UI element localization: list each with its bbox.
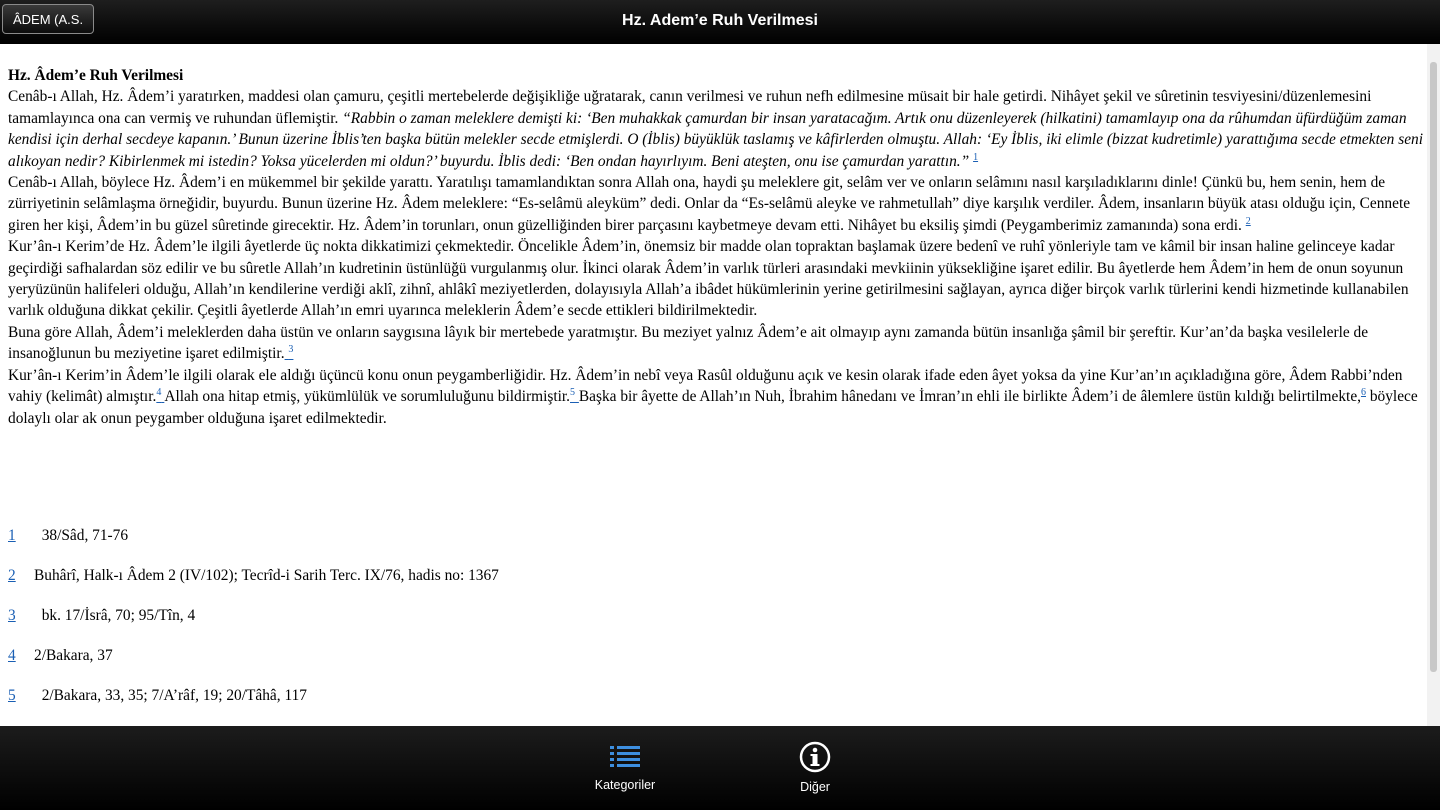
footnote-ref-3[interactable]: 3 [288, 344, 294, 356]
categories-label: Kategoriler [594, 778, 656, 792]
list-icon [608, 742, 642, 772]
article-title: Hz. Âdem’e Ruh Verilmesi [8, 67, 184, 84]
footnote-ref-5[interactable]: 5 [570, 386, 576, 398]
footnote-text: bk. 17/İsrâ, 70; 95/Tîn, 4 [34, 607, 196, 624]
page-title: Hz. Adem’e Ruh Verilmesi [622, 12, 818, 29]
footnote-text: 2/Bakara, 37 [34, 647, 113, 664]
footnote-number-2[interactable]: 2 [8, 567, 16, 584]
paragraph-2: Cenâb-ı Allah, böylece Hz. Âdem’i en mükemmel bir şekilde yarattı. Yaratılışı tamamlandıktan sonra Allah ona, haydi şu meleklere git, selâm ver ve onların selâmını nasıl karşıladıklarını dinle! Çünkü bu, hem senin, hem de zürriyetinin selâmlaşma örneğidir, buyurdu. Bunun üzerine Hz. Âdem meleklere: “Es-selâmü aleyküm” dedi. Onlar da “Es-selâmü aleyke ve rahmetullah” diye karşılık verdiler. Âdem, insanların büyük atası olduğu için, Cennete giren her kişi, Âdem’in bu güzel sûretinde girecektir. Hz. Âdem’in torunları, onun güzelliğinden birer parçasını kaybetmeye devam etti. Nihâyet bu eksiliş şimdi (Peygamberimiz zamanında) sona erdi. $^2$ [8, 174, 1411, 234]
footnote-ref-2[interactable]: 2 [1245, 215, 1251, 227]
footnote-text: Buhârî, Halk-ı Âdem 2 (IV/102); Tecrîd-i Sarih Terc. IX/76, hadis no: 1367 [34, 567, 499, 584]
footnote-number-5[interactable]: 5 [8, 687, 16, 704]
other-label: Diğer [800, 780, 830, 794]
footnote-item [8, 687, 1408, 726]
paragraph-5: Kur’ân-ı Kerim’in Âdem’le ilgili olarak ele aldığı üçüncü konu onun peygamberliğidir. Hz. Âdem’in nebî veya Rasûl olduğunu açık ve kesin olarak ifade eden âyet yoksa da yine Kur’an’ın açıkladığına göre, Âdem Rabbi’nden vahiy (kelimât) almıştır.$^4$ Allah ona hitap etmiş, yükümlülük ve sorumluluğunu bildirmiştir.$^5$ Başka bir âyette de Allah’ın Nuh, İbrahim hânedanı ve İmran’ın ehli ile birlikte Âdem’i de âlemlere üstün kıldığı belirtilmekte,$^6$ böylece dolaylı olar ak onun peygamber olduğuna işaret edilmektedir. [8, 366, 1418, 427]
footnote-item [8, 527, 1408, 567]
footnote-number-1[interactable]: 1 [8, 527, 16, 544]
back-button[interactable]: ÂDEM (A.S. [2, 4, 94, 34]
footnote-text: 2/Bakara, 33, 35; 7/A’râf, 19; 20/Tâhâ, 117 [34, 687, 307, 704]
footnote-item [8, 647, 1408, 687]
footnote-ref-6[interactable]: 6 [1361, 386, 1366, 398]
footnote-item [8, 607, 1408, 647]
top-app-bar [0, 0, 1440, 44]
vertical-scrollbar[interactable] [1427, 44, 1440, 726]
footnote-number-4[interactable]: 4 [8, 647, 16, 664]
footnote-number-3[interactable]: 3 [8, 607, 16, 624]
other-button[interactable] [755, 742, 875, 794]
bottom-app-bar [0, 726, 1440, 810]
footnote-item [8, 567, 1408, 607]
footnotes-list [8, 527, 1408, 726]
article-body [8, 65, 1424, 429]
footnote-ref-4[interactable]: 4 [156, 386, 162, 398]
article-content[interactable] [0, 44, 1427, 726]
footnote-text: 38/Sâd, 71-76 [34, 527, 129, 544]
scrollbar-thumb[interactable] [1430, 62, 1437, 672]
categories-button[interactable] [565, 742, 685, 792]
paragraph-1: Cenâb-ı Allah, Hz. Âdem’i yaratırken, maddesi olan çamuru, çeşitli mertebelerde değişikliğe uğratarak, canın verilmesi ve ruhun nefh edilmesine müsait bir hale getirdi. Nihâyet şekil ve sûretinin tesviyesini/düzenlemesini tamamlayınca ona can vermiş ve ruhundan üflemiştir. “Rabbin o zaman meleklere demişti ki: ‘Ben muhakkak çamurdan bir insan yaratacağım. Artık onu düzenleyerek (hilkatini) tamamlayıp ona da rûhumdan üfürdüğüm zaman kendisi için derhal secdeye kapanın.’ Bunun üzerine İblis’ten başka bütün melekler secde etmişlerdi. O (İblis) büyüklük taslamış ve kâfirlerden olmuştu. Allah: ‘Ey İblis, iki elimle (bizzat kudretimle) yarattığıma secde etmekten seni alıkoyan nedir? Kibirlenmek mi istedin? Yoksa yücelerden mi oldun?’ buyurdu. İblis dedi: ‘Ben ondan hayırlıyım. Beni ateşten, onu ise çamurdan yarattın.” $^1$ [8, 88, 1424, 170]
paragraph-4: Buna göre Allah, Âdem’i meleklerden daha üstün ve onların saygısına lâyık bir mertebede yaratmıştır. Bu meziyet yalnız Âdem’e ait olmayıp aynı zamanda bütün insanlığa şâmil bir şereftir. Kur’an’da başka vesilelerle de insanoğlunun bu meziyetine işaret edilmiştir. $^3$ [8, 323, 1369, 363]
paragraph-3: Kur’ân-ı Kerim’de Hz. Âdem’le ilgili âyetlerde üç nokta dikkatimizi çekmektedir. Öncelikle Âdem’in, önemsiz bir madde olan topraktan başlamak üzere bedenî ve ruhî yönleriyle tam ve kâmil bir insan haline gelinceye kadar geçirdiği safhalardan söz edilir ve bu sûretle Allah’ın kudretinin üstünlüğü vurgulanmış olur. İkinci olarak Âdem’in varlık türleri arasındaki mevkiinin yüksekliğine işaret edilir. Bu âyetlerde hem Âdem’in hem de onun soyunun yeryüzünün halifeleri olduğu, Allah’ın kendilerine verdiği aklî, zihnî, ahlâkî meziyetlerden, dolayısıyla Allah’a ibâdet hükümlerinin yerine getirilmesini sağlayan, ayrıca diğer birçok varlık türlerini kendi hizmetinde kullanabilen varlık olduğuna dikkat çekilir. Çeşitli âyetlerde Allah’ın emri uyarınca meleklerin Âdem’e secde ettikleri bildirilmektedir. [8, 238, 1409, 320]
info-icon [798, 740, 832, 774]
footnote-ref-1[interactable]: 1 [973, 151, 979, 163]
